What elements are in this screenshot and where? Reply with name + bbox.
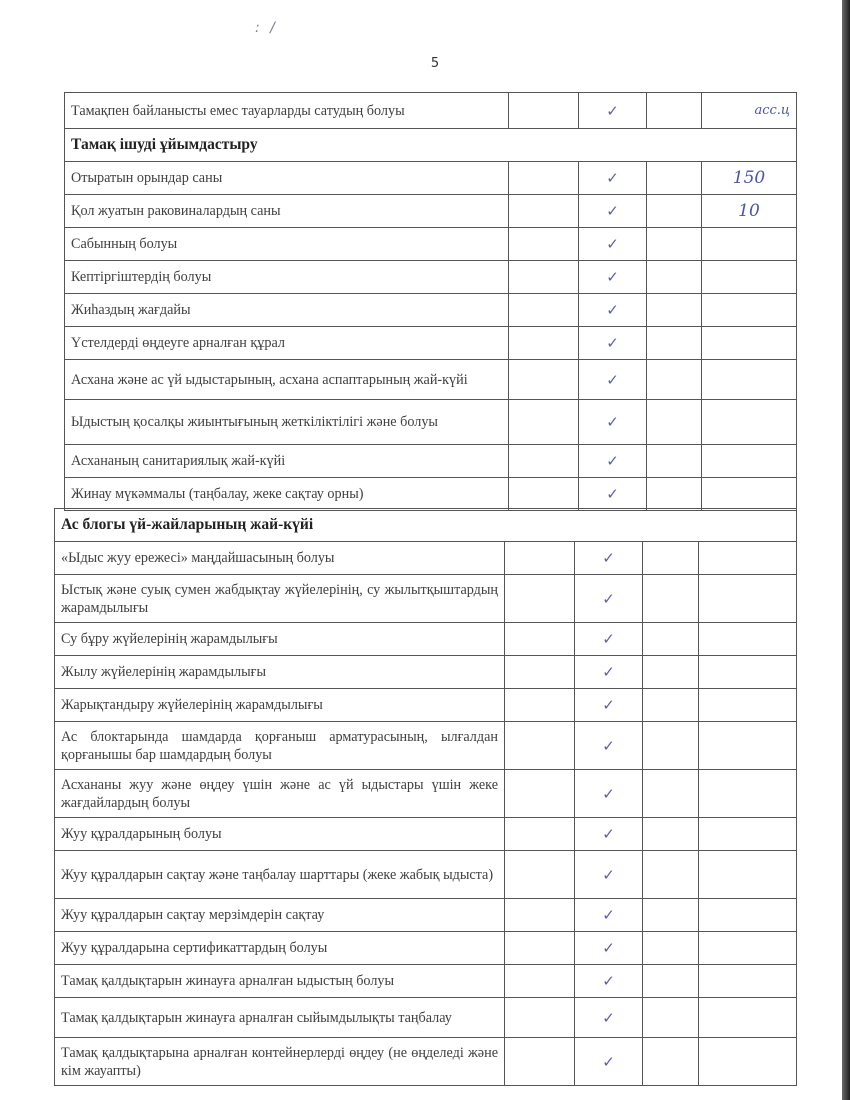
item-label: Жуу құралдарын сақтау және таңбалау шарттары (жеке жабық ыдыста) (55, 851, 505, 899)
section-header-row (55, 509, 797, 542)
column-1-cell[interactable] (509, 162, 579, 195)
column-1-cell[interactable] (509, 400, 579, 445)
page-number: 5 (430, 56, 440, 71)
checklist-row (65, 445, 797, 478)
item-label: Қол жуатын раковиналардың саны (65, 195, 509, 228)
column-1-cell[interactable] (509, 195, 579, 228)
check-mark-cell[interactable]: ✓ (575, 1038, 643, 1086)
handwritten-note[interactable] (699, 851, 797, 899)
handwritten-note[interactable] (699, 1038, 797, 1086)
item-label: Үстелдерді өңдеуге арналған құрал (65, 327, 509, 360)
column-3-cell[interactable] (643, 689, 699, 722)
column-3-cell[interactable] (643, 899, 699, 932)
column-3-cell[interactable] (643, 965, 699, 998)
column-1-cell[interactable] (505, 932, 575, 965)
handwritten-note[interactable] (699, 575, 797, 623)
column-1-cell[interactable] (505, 689, 575, 722)
checklist-row (65, 162, 797, 195)
handwritten-note[interactable] (699, 770, 797, 818)
handwritten-note[interactable] (699, 818, 797, 851)
item-label: Ас блоктарында шамдарда қорғаныш арматурасының, ылғалдан қорғанышы бар шамдардың болуы (55, 722, 505, 770)
handwritten-note[interactable]: 10 (702, 195, 797, 228)
column-1-cell[interactable] (509, 228, 579, 261)
handwritten-note[interactable] (702, 228, 797, 261)
checklist-row (55, 998, 797, 1038)
check-mark-cell[interactable]: ✓ (579, 195, 647, 228)
handwritten-note[interactable]: 150 (702, 162, 797, 195)
column-3-cell[interactable] (647, 261, 702, 294)
item-label: Ыдыстың қосалқы жиынтығының жеткіліктілігі және болуы (65, 400, 509, 445)
check-mark-cell[interactable]: ✓ (575, 722, 643, 770)
item-label: Тамақпен байланысты емес тауарларды сатудың болуы (65, 93, 509, 129)
column-3-cell[interactable] (647, 228, 702, 261)
handwritten-note[interactable] (699, 542, 797, 575)
checklist-row (55, 623, 797, 656)
check-mark-cell[interactable]: ✓ (579, 162, 647, 195)
column-1-cell[interactable] (505, 623, 575, 656)
check-mark-cell[interactable]: ✓ (575, 998, 643, 1038)
check-mark-cell[interactable]: ✓ (579, 327, 647, 360)
item-label: Асхананы жуу және өңдеу үшін және ас үй ыдыстары үшін жеке жағдайлардың болуы (55, 770, 505, 818)
item-label: Жинау мүкәммалы (таңбалау, жеке сақтау орны) (65, 478, 509, 511)
column-3-cell[interactable] (643, 656, 699, 689)
section-header-row (65, 129, 797, 162)
column-3-cell[interactable] (643, 542, 699, 575)
column-3-cell[interactable] (647, 400, 702, 445)
column-3-cell[interactable] (647, 445, 702, 478)
column-1-cell[interactable] (505, 965, 575, 998)
check-mark-cell[interactable]: ✓ (575, 965, 643, 998)
column-1-cell[interactable] (509, 294, 579, 327)
handwritten-note[interactable] (699, 722, 797, 770)
handwritten-note[interactable] (699, 689, 797, 722)
item-label: Тамақ қалдықтарын жинауға арналған ыдыстың болуы (55, 965, 505, 998)
checklist-row (55, 1038, 797, 1086)
column-3-cell[interactable] (647, 327, 702, 360)
check-mark-cell[interactable]: ✓ (575, 575, 643, 623)
section-title: Ас блогы үй-жайларының жай-күйі (55, 509, 797, 542)
column-3-cell[interactable] (647, 478, 702, 511)
handwritten-note[interactable] (699, 998, 797, 1038)
item-label: Асхана және ас үй ыдыстарының, асхана аспаптарының жай-күйі (65, 360, 509, 400)
check-mark-cell[interactable]: ✓ (575, 689, 643, 722)
item-label: Сабынның болуы (65, 228, 509, 261)
column-1-cell[interactable] (509, 478, 579, 511)
column-3-cell[interactable] (647, 360, 702, 400)
checklist-row (65, 400, 797, 445)
column-3-cell[interactable] (647, 195, 702, 228)
check-mark-cell[interactable]: ✓ (575, 770, 643, 818)
check-mark-cell[interactable]: ✓ (579, 360, 647, 400)
column-3-cell[interactable] (647, 93, 702, 129)
item-label: Жиһаздың жағдайы (65, 294, 509, 327)
item-label: Су бұру жүйелерінің жарамдылығы (55, 623, 505, 656)
column-3-cell[interactable] (647, 294, 702, 327)
item-label: Кептіргіштердің болуы (65, 261, 509, 294)
check-mark-cell[interactable]: ✓ (575, 542, 643, 575)
column-1-cell[interactable] (509, 360, 579, 400)
handwritten-note[interactable] (699, 623, 797, 656)
column-1-cell[interactable] (505, 998, 575, 1038)
column-3-cell[interactable] (643, 623, 699, 656)
handwritten-note[interactable] (702, 294, 797, 327)
item-label: Асхананың санитариялық жай-күйі (65, 445, 509, 478)
checklist-row (65, 93, 797, 129)
handwritten-note[interactable]: асс.ц (702, 93, 797, 129)
check-mark-cell[interactable]: ✓ (575, 623, 643, 656)
handwritten-note[interactable] (702, 360, 797, 400)
check-mark-cell[interactable]: ✓ (579, 478, 647, 511)
column-1-cell[interactable] (509, 327, 579, 360)
checklist-row (55, 899, 797, 932)
checklist-row (65, 360, 797, 400)
check-mark-cell[interactable]: ✓ (575, 818, 643, 851)
handwritten-note[interactable] (699, 965, 797, 998)
check-mark-cell[interactable]: ✓ (579, 445, 647, 478)
check-mark-cell[interactable]: ✓ (575, 899, 643, 932)
item-label: Жуу құралдарын сақтау мерзімдерін сақтау (55, 899, 505, 932)
column-1-cell[interactable] (505, 818, 575, 851)
column-1-cell[interactable] (505, 1038, 575, 1086)
item-label: Ыстық және суық сумен жабдықтау жүйелерінің, су жылытқыштардың жарамдылығы (55, 575, 505, 623)
checklist-row (55, 656, 797, 689)
checklist-row (55, 770, 797, 818)
handwritten-note[interactable] (702, 400, 797, 445)
column-3-cell[interactable] (647, 162, 702, 195)
check-mark-cell[interactable]: ✓ (579, 400, 647, 445)
handwritten-note[interactable] (702, 261, 797, 294)
column-3-cell[interactable] (643, 770, 699, 818)
item-label: Жуу құралдарына сертификаттардың болуы (55, 932, 505, 965)
column-1-cell[interactable] (509, 445, 579, 478)
column-3-cell[interactable] (643, 851, 699, 899)
checklist-table-lower (54, 508, 797, 1086)
column-1-cell[interactable] (505, 770, 575, 818)
checklist-row (65, 327, 797, 360)
column-1-cell[interactable] (509, 261, 579, 294)
column-3-cell[interactable] (643, 1038, 699, 1086)
handwritten-note[interactable] (699, 932, 797, 965)
item-label: Жарықтандыру жүйелерінің жарамдылығы (55, 689, 505, 722)
item-label: Тамақ қалдықтарына арналған контейнерлерді өңдеу (не өңделеді және кім жауапты) (55, 1038, 505, 1086)
item-label: Тамақ қалдықтарын жинауға арналған сыйымдылықты таңбалау (55, 998, 505, 1038)
checklist-row (65, 478, 797, 511)
check-mark-cell[interactable]: ✓ (575, 656, 643, 689)
check-mark-cell[interactable]: ✓ (579, 93, 647, 129)
column-3-cell[interactable] (643, 575, 699, 623)
checklist-table-upper (64, 92, 797, 511)
checklist-row (65, 195, 797, 228)
checklist-row (55, 851, 797, 899)
checklist-row (65, 228, 797, 261)
column-3-cell[interactable] (643, 998, 699, 1038)
scanner-edge-shadow (842, 0, 850, 1100)
checklist-row (55, 575, 797, 623)
column-3-cell[interactable] (643, 722, 699, 770)
handwritten-note[interactable] (699, 899, 797, 932)
column-1-cell[interactable] (505, 542, 575, 575)
checklist-row (55, 965, 797, 998)
section-title: Тамақ ішуді ұйымдастыру (65, 129, 797, 162)
item-label: Жылу жүйелерінің жарамдылығы (55, 656, 505, 689)
check-mark-cell[interactable]: ✓ (579, 261, 647, 294)
handwritten-note[interactable] (702, 445, 797, 478)
handwritten-note[interactable] (702, 478, 797, 511)
item-label: Жуу құралдарының болуы (55, 818, 505, 851)
checklist-row (65, 294, 797, 327)
checklist-row (55, 722, 797, 770)
column-3-cell[interactable] (643, 818, 699, 851)
check-mark-cell[interactable]: ✓ (575, 932, 643, 965)
column-1-cell[interactable] (505, 656, 575, 689)
checklist-row (55, 818, 797, 851)
item-label: Отыратын орындар саны (65, 162, 509, 195)
checklist-row (55, 689, 797, 722)
column-3-cell[interactable] (643, 932, 699, 965)
item-label: «Ыдыс жуу ережесі» маңдайшасының болуы (55, 542, 505, 575)
column-1-cell[interactable] (505, 722, 575, 770)
handwritten-note[interactable] (699, 656, 797, 689)
check-mark-cell[interactable]: ✓ (575, 851, 643, 899)
column-1-cell[interactable] (505, 899, 575, 932)
scan-mark: : / (255, 20, 278, 36)
column-1-cell[interactable] (509, 93, 579, 129)
checklist-row (55, 932, 797, 965)
check-mark-cell[interactable]: ✓ (579, 228, 647, 261)
checklist-row (55, 542, 797, 575)
checklist-row (65, 261, 797, 294)
check-mark-cell[interactable]: ✓ (579, 294, 647, 327)
column-1-cell[interactable] (505, 575, 575, 623)
handwritten-note[interactable] (702, 327, 797, 360)
column-1-cell[interactable] (505, 851, 575, 899)
